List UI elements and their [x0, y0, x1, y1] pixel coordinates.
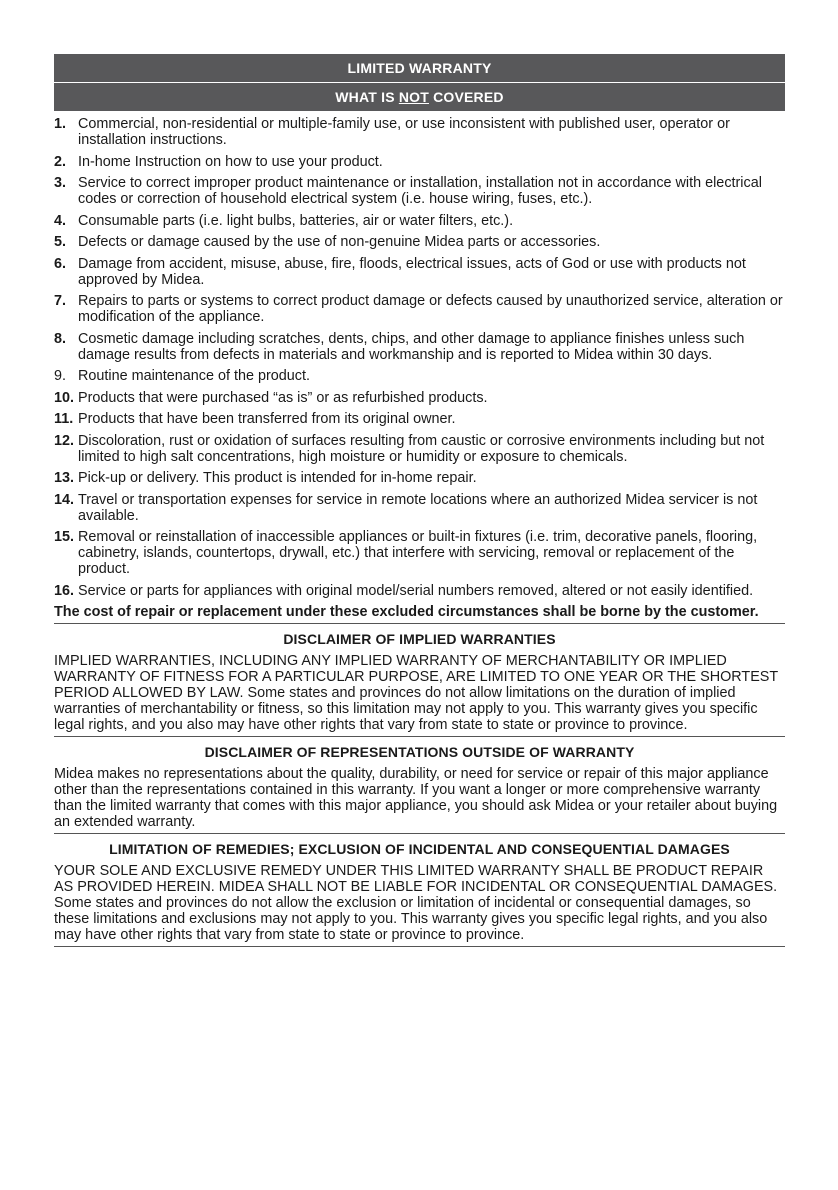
item-text: Commercial, non-residential or multiple-family use, or use inconsistent with published user, operator or installation instructions. [78, 116, 730, 148]
section-body: YOUR SOLE AND EXCLUSIVE REMEDY UNDER THIS LIMITED WARRANTY SHALL BE PRODUCT REPAIR AS PROVIDED HEREIN. MIDEA SHALL NOT BE LIABLE FOR INCIDENTAL OR CONSEQUENTIAL DAMAGES. Some states and provinces do not allow the exclusion or limitation of incidental or consequential damages, so these limitations and exclusions may not apply to you. This warranty gives you specific legal rights, and you also may have other rights that vary from state to state or province to province. [54, 863, 778, 943]
banner-title: LIMITED WARRANTY [347, 60, 492, 76]
item-text: Defects or damage caused by the use of non-genuine Midea parts or accessories. [78, 234, 601, 250]
section-heading: LIMITATION OF REMEDIES; EXCLUSION OF INCIDENTAL AND CONSEQUENTIAL DAMAGES [109, 841, 730, 857]
list-item [54, 411, 785, 427]
item-number: 9. [54, 368, 67, 384]
item-text: Pick-up or delivery. This product is intended for in-home repair. [78, 470, 477, 486]
item-number: 3. [54, 175, 67, 191]
item-number: 6. [54, 255, 67, 272]
section-body: Midea makes no representations about the quality, durability, or need for service or repair of this major appliance other than the representations contained in this warranty. If you want a longer or more comprehensive warranty than the limited warranty that comes with this major appliance, you should ask Midea or your retailer about buying an extended warranty. [54, 766, 778, 830]
item-text: Repairs to parts or systems to correct product damage or defects caused by unauthorized service, alteration or modification of the appliance. [78, 293, 783, 325]
item-number: 10. [54, 389, 75, 406]
item-number: 2. [54, 153, 67, 170]
item-text: Routine maintenance of the product. [78, 368, 310, 384]
item-number: 13. [54, 470, 75, 486]
section-heading: DISCLAIMER OF REPRESENTATIONS OUTSIDE OF WARRANTY [204, 744, 635, 760]
section-heading: DISCLAIMER OF IMPLIED WARRANTIES [283, 631, 556, 647]
item-number: 8. [54, 330, 67, 347]
item-text: Service or parts for appliances with original model/serial numbers removed, altered or not easily identified. [78, 582, 754, 599]
list-item [54, 154, 785, 170]
warranty-content [54, 54, 785, 947]
item-number: 4. [54, 212, 67, 229]
item-text: Consumable parts (i.e. light bulbs, batteries, air or water filters, etc.). [78, 212, 514, 229]
subtitle-underlined: NOT [398, 89, 429, 105]
item-number: 12. [54, 432, 75, 449]
not-covered-list [54, 116, 785, 599]
item-text: Cosmetic damage including scratches, dents, chips, and other damage to appliance finishes unless such damage results from defects in materials and workmanship and is reported to Midea within 30 days. [78, 330, 745, 363]
list-item [54, 433, 785, 465]
list-item [54, 583, 785, 599]
list-item [54, 213, 785, 229]
item-text: Discoloration, rust or oxidation of surfaces resulting from caustic or corrosive environments including but not limited to high salt concentrations, high moisture or humidity or exposure to chemicals. [78, 432, 765, 465]
item-number: 7. [54, 293, 67, 309]
list-item [54, 234, 785, 250]
list-item [54, 293, 785, 325]
not-covered-banner [54, 82, 785, 111]
item-number: 14. [54, 491, 75, 508]
list-item [54, 116, 785, 148]
list-item [54, 529, 785, 577]
item-number: 1. [54, 116, 67, 132]
list-item [54, 492, 785, 524]
subtitle-prefix: WHAT IS [335, 89, 399, 105]
item-text: Products that were purchased “as is” or as refurbished products. [78, 389, 488, 406]
list-item [54, 175, 785, 207]
representations-section [54, 736, 785, 830]
limited-warranty-banner [54, 54, 785, 82]
item-text: Travel or transportation expenses for service in remote locations where an authorized Midea servicer is not available. [78, 491, 758, 524]
list-item [54, 390, 785, 406]
item-text: Damage from accident, misuse, abuse, fire, floods, electrical issues, acts of God or use with products not approved by Midea. [78, 255, 746, 288]
implied-warranties-section [54, 623, 785, 733]
list-item [54, 470, 785, 486]
item-number: 11. [54, 411, 74, 427]
item-text: Products that have been transferred from its original owner. [78, 411, 456, 427]
section-body: IMPLIED WARRANTIES, INCLUDING ANY IMPLIED WARRANTY OF MERCHANTABILITY OR IMPLIED WARRANTY OF FITNESS FOR A PARTICULAR PURPOSE, ARE LIMITED TO ONE YEAR OR THE SHORTEST PERIOD ALLOWED BY LAW. Some states and provinces do not allow limitations on the duration of implied warranties of merchantability or fitness, so this limitation may not apply to you. This warranty gives you specific legal rights, and you also may have other rights that vary from state to state or province to province. [54, 653, 778, 733]
limitation-of-remedies-section [54, 833, 785, 947]
item-number: 5. [54, 234, 67, 250]
item-text: Service to correct improper product maintenance or installation, installation not in accordance with electrical codes or correction of household electrical system (i.e. house wiring, fuses, etc.). [78, 175, 762, 207]
list-item [54, 256, 785, 288]
excluded-cost-note: The cost of repair or replacement under these excluded circumstances shall be borne by the customer. [54, 604, 759, 620]
list-item [54, 368, 785, 384]
item-number: 15. [54, 529, 75, 545]
subtitle-suffix: COVERED [428, 89, 504, 105]
item-text: Removal or reinstallation of inaccessible appliances or built-in fixtures (i.e. trim, decorative panels, flooring, cabinetry, islands, countertops, drywall, etc.) that interfere with servicing, removal or replacement of the product. [78, 529, 758, 577]
list-item [54, 331, 785, 363]
item-text: In-home Instruction on how to use your product. [78, 153, 383, 170]
item-number: 16. [54, 582, 75, 599]
